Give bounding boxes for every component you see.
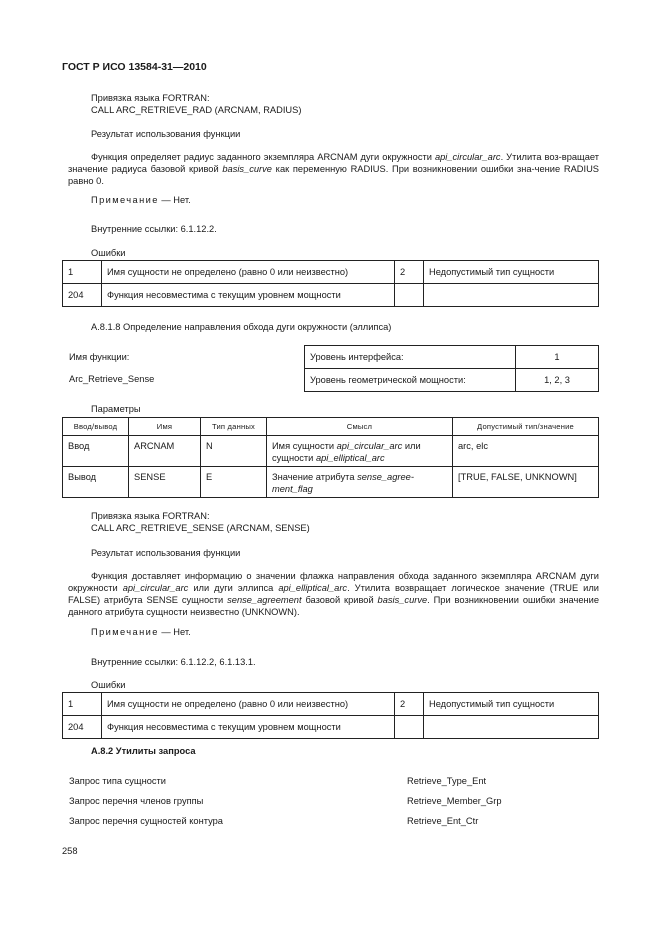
- table-header-row: [63, 418, 599, 436]
- geometry-level-label: Уровень геометрической мощности:: [305, 369, 516, 392]
- table-row: [63, 716, 599, 739]
- internal-refs: Внутренние ссылки: 6.1.12.2, 6.1.13.1.: [91, 657, 256, 667]
- utility-function-name: Retrieve_Member_Grp: [407, 796, 502, 806]
- errors-table: [62, 692, 599, 739]
- utility-description: Запрос типа сущности: [69, 776, 166, 786]
- errors-label: Ошибки: [91, 680, 126, 690]
- param-name: SENSE: [129, 467, 201, 498]
- error-text: Недопустимый тип сущности: [424, 693, 599, 716]
- table-row: [63, 693, 599, 716]
- table-row: [305, 346, 599, 369]
- result-label: Результат использования функции: [91, 548, 241, 558]
- error-text: Функция несовместима с текущим уровнем мощности: [102, 716, 395, 739]
- interface-level-label: Уровень интерфейса:: [305, 346, 516, 369]
- page-number: 258: [62, 846, 78, 856]
- params-label: Параметры: [91, 404, 141, 414]
- error-code: [395, 716, 424, 739]
- error-text: [424, 284, 599, 307]
- param-allowed: arc, elc: [453, 436, 599, 467]
- param-io: Ввод: [63, 436, 129, 467]
- utility-description: Запрос перечня членов группы: [69, 796, 204, 806]
- interface-level-value: 1: [516, 346, 599, 369]
- table-row: [63, 467, 599, 498]
- column-header: Тип данных: [201, 418, 267, 436]
- error-code: 204: [63, 284, 102, 307]
- function-levels-table: [304, 345, 599, 392]
- error-code: 2: [395, 261, 424, 284]
- param-io: Вывод: [63, 467, 129, 498]
- column-header: Смысл: [267, 418, 453, 436]
- section-heading: A.8.2 Утилиты запроса: [91, 746, 196, 756]
- utility-function-name: Retrieve_Ent_Ctr: [407, 816, 479, 826]
- error-code: 204: [63, 716, 102, 739]
- param-meaning: Имя сущности api_circular_arc или сущности api_elliptical_arc: [267, 436, 453, 467]
- fortran-binding-label: Привязка языка FORTRAN:: [91, 511, 210, 521]
- column-header: Допустимый тип/значение: [453, 418, 599, 436]
- fortran-call: CALL ARC_RETRIEVE_SENSE (ARCNAM, SENSE): [91, 523, 310, 533]
- params-table: [62, 417, 599, 498]
- function-name-label: Имя функции:: [69, 352, 130, 362]
- error-code: [395, 284, 424, 307]
- param-name: ARCNAM: [129, 436, 201, 467]
- param-meaning: Значение атрибута sense_agree-ment_flag: [267, 467, 453, 498]
- param-allowed: [TRUE, FALSE, UNKNOWN]: [453, 467, 599, 498]
- errors-label: Ошибки: [91, 248, 126, 258]
- column-header: Ввод/вывод: [63, 418, 129, 436]
- function-name: Arc_Retrieve_Sense: [69, 374, 155, 384]
- error-text: [424, 716, 599, 739]
- table-row: [305, 369, 599, 392]
- error-text: Имя сущности не определено (равно 0 или неизвестно): [102, 261, 395, 284]
- note: Примечание — Нет.: [91, 627, 191, 637]
- function-description: Функция определяет радиус заданного экземпляра ARCNAM дуги окружности api_circular_arc. Утилита воз-вращает значение радиуса базовой кривой basis_curve как переменную RADIUS. При возникновении ошибки зна-чение RADIUS равно 0.: [68, 152, 599, 186]
- table-row: [63, 261, 599, 284]
- param-type: E: [201, 467, 267, 498]
- result-label: Результат использования функции: [91, 129, 241, 139]
- function-description: Функция доставляет информацию о значении флажка направления обхода заданного экземпляра ARCNAM дуги окружности api_circular_arc или дуги эллипса api_elliptical_arc. Утилита возвращает логическое значение (TRUE или FALSE) атрибута SENSE сущности sense_agreement базовой кривой basis_curve. При возникновении ошибки значение данного атрибута сущности неизвестно (UNKNOWN).: [68, 571, 599, 617]
- table-row: [63, 436, 599, 467]
- error-code: 1: [63, 693, 102, 716]
- error-text: Имя сущности не определено (равно 0 или неизвестно): [102, 693, 395, 716]
- error-code: 2: [395, 693, 424, 716]
- errors-table: [62, 260, 599, 307]
- param-type: N: [201, 436, 267, 467]
- fortran-call: CALL ARC_RETRIEVE_RAD (ARCNAM, RADIUS): [91, 105, 302, 115]
- column-header: Имя: [129, 418, 201, 436]
- error-text: Функция несовместима с текущим уровнем мощности: [102, 284, 395, 307]
- geometry-level-value: 1, 2, 3: [516, 369, 599, 392]
- section-heading: A.8.1.8 Определение направления обхода дуги окружности (эллипса): [91, 322, 392, 332]
- note: Примечание — Нет.: [91, 195, 191, 205]
- utility-function-name: Retrieve_Type_Ent: [407, 776, 487, 786]
- table-row: [63, 284, 599, 307]
- fortran-binding-label: Привязка языка FORTRAN:: [91, 93, 210, 103]
- error-text: Недопустимый тип сущности: [424, 261, 599, 284]
- page-header: ГОСТ Р ИСО 13584-31—2010: [62, 61, 207, 73]
- error-code: 1: [63, 261, 102, 284]
- internal-refs: Внутренние ссылки: 6.1.12.2.: [91, 224, 217, 234]
- utility-description: Запрос перечня сущностей контура: [69, 816, 223, 826]
